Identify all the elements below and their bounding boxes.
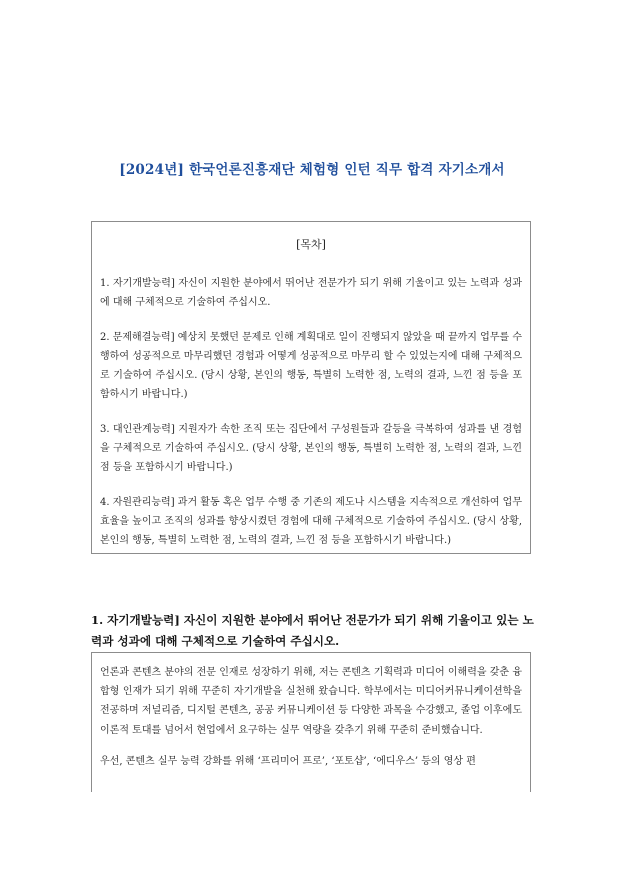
question-1-heading: 1. 자기개발능력] 자신이 지원한 분야에서 뛰어난 전문가가 되기 위해 기울이고 있는 노력과 성과에 대해 구체적으로 기술하여 주십시오. (91, 613, 534, 648)
toc-item-1: 1. 자기개발능력] 자신이 지원한 분야에서 뛰어난 전문가가 되기 위해 기울이고 있는 노력과 성과에 대해 구체적으로 기술하여 주십시오. (100, 278, 522, 308)
toc-item-3: 3. 대인관계능력] 지원자가 속한 조직 또는 집단에서 구성원들과 갈등을 극복하여 성과를 낸 경험을 구체적으로 기술하여 주십시오. (당시 상황, 본인의 행동, 특별히 노력한 점, 노력의 결과, 느낀 점 등을 포함하시기 바랍니다.) (100, 424, 522, 473)
table-of-contents (91, 221, 531, 554)
toc-item-4: 4. 자원관리능력] 과거 활동 혹은 업무 수행 중 기존의 제도나 시스템을 지속적으로 개선하여 업무 효율을 높이고 조직의 성과를 향상시켰던 경험에 대해 구체적으로 기술하여 주십시오. (당시 상황, 본인의 행동, 특별히 노력한 점, 노력의 결과, 느낀 점 등을 포함하시기 바랍니다.) (100, 497, 522, 546)
toc-heading: [목차] (296, 238, 326, 251)
toc-item-2: 2. 문제해결능력] 예상치 못했던 문제로 인해 계획대로 일이 진행되지 않았을 때 끝까지 업무를 수행하여 성공적으로 마무리했던 경험과 어떻게 성공적으로 마무리 할 수 있었는지에 대해 구체적으로 기술하여 주십시오. (당시 상황, 본인의 행동, 특별히 노력한 점, 노력의 결과, 느낀 점 등을 포함하시기 바랍니다.) (100, 332, 522, 400)
document-title: [2024년] 한국언론진흥재단 체험형 인턴 직무 합격 자기소개서 (119, 162, 505, 178)
answer-paragraph: 우선, 콘텐츠 실무 능력 강화를 위해 ‘프리미어 프로’, ‘포토샵’, ‘에디우스’ 등의 영상 편 (100, 755, 476, 767)
answer-1-box (91, 652, 531, 792)
answer-paragraph: 언론과 콘텐츠 분야의 전문 인재로 성장하기 위해, 저는 콘텐츠 기획력과 미디어 이해력을 갖춘 융합형 인재가 되기 위해 꾸준히 자기개발을 실천해 왔습니다. 학부에서는 미디어커뮤니케이션학을 전공하며 저널리즘, 디지털 콘텐츠, 공공 커뮤니케이션 등 다양한 과목을 수강했고, 졸업 이후에도 이론적 토대를 넘어서 현업에서 요구하는 실무 역량을 갖추기 위해 꾸준히 준비했습니다. (100, 667, 522, 736)
